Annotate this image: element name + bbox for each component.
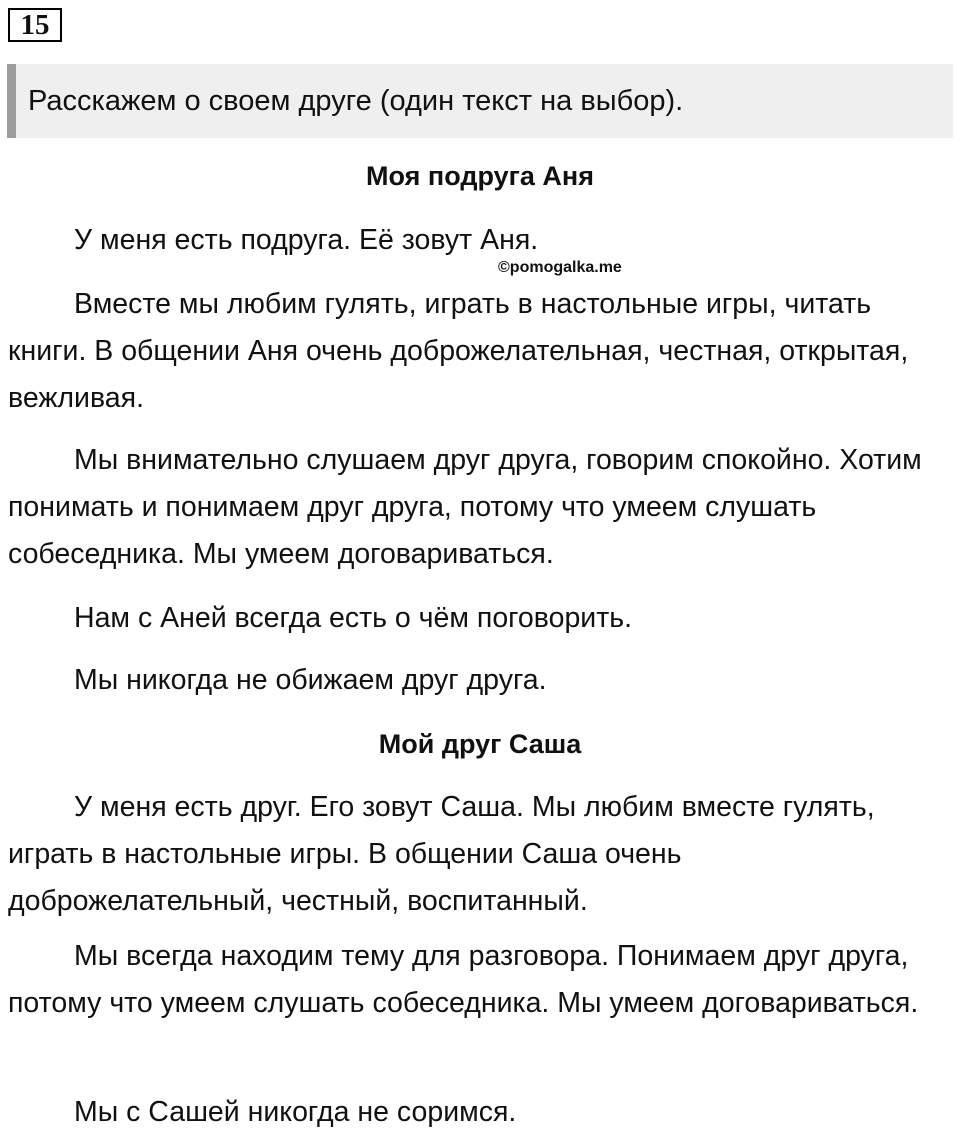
watermark: ©pomogalka.me — [498, 259, 622, 276]
story1-paragraph: Мы никогда не обижаем друг друга. — [74, 664, 547, 696]
story2-paragraph: Мы с Сашей никогда не соримся. — [74, 1096, 517, 1128]
story1-paragraph: У меня есть подруга. Её зовут Аня. — [74, 224, 539, 256]
story1-title: Моя подруга Аня — [366, 161, 594, 191]
story1-paragraph: Нам с Аней всегда есть о чём поговорить. — [74, 602, 633, 634]
story2-paragraph: У меня есть друг. Его зовут Саша. Мы любим вместе гулять, играть в настольные игры. В общении Саша очень доброжелательный, честный, воспитанный. — [8, 791, 875, 917]
story2-paragraph: Мы всегда находим тему для разговора. Понимаем друг друга, потому что умеем слушать собеседника. Мы умеем договариваться. — [8, 940, 919, 1019]
story1-paragraph: Вместе мы любим гулять, играть в настольные игры, читать книги. В общении Аня очень доброжелательная, честная, открытая, вежливая. — [8, 288, 909, 414]
task-prompt-banner: Расскажем о своем друге (один текст на выбор). — [7, 64, 953, 138]
story1-paragraph: Мы внимательно слушаем друг друга, говорим спокойно. Хотим понимать и понимаем друг друга, потому что умеем слушать собеседника. Мы умеем договариваться. — [8, 444, 922, 570]
story2-title: Мой друг Саша — [378, 729, 582, 759]
task-number-badge: 15 — [8, 8, 62, 42]
